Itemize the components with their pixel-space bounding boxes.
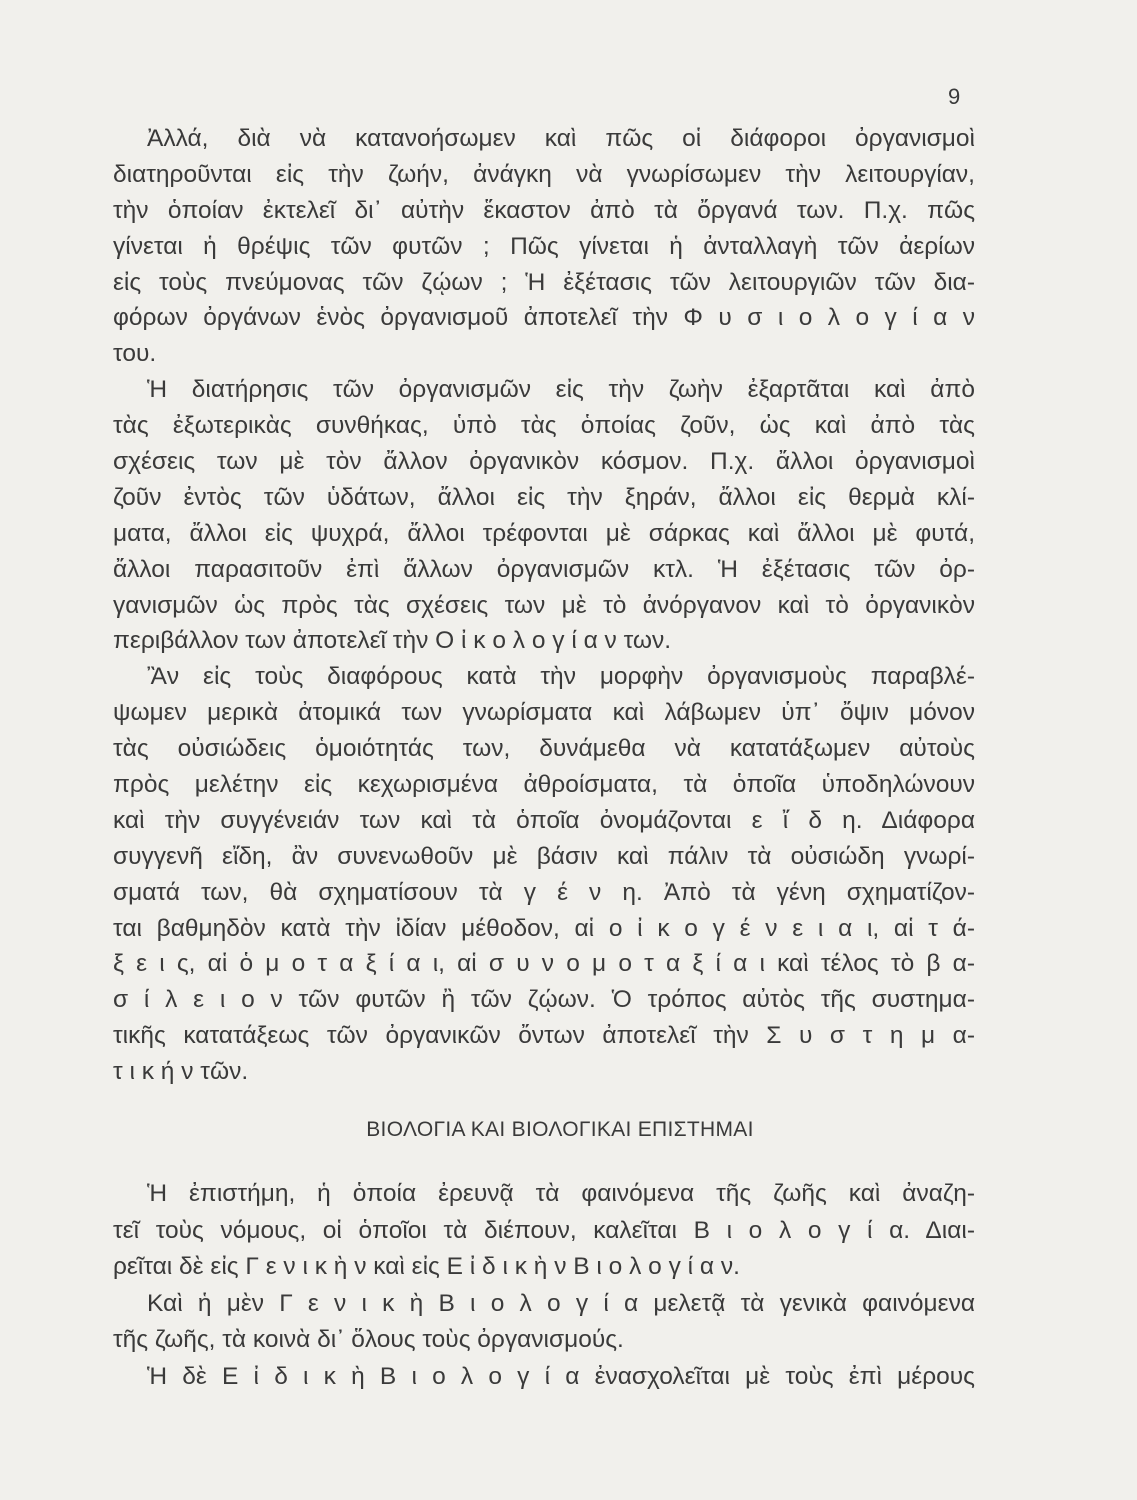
- page-number: 9: [948, 84, 961, 109]
- paragraph: [113, 659, 975, 1090]
- text-line: σματά των, θὰ σχηματίσουν τὰ γ έ ν η. Ἀπὸ τὰ γένη σχηματίζον-: [113, 878, 975, 906]
- text-line: τῆς ζωῆς, τὰ κοινὰ δι᾽ ὅλους τοὺς ὀργανισμούς.: [113, 1326, 624, 1354]
- section-heading: ΒΙΟΛΟΓΙΑ ΚΑΙ ΒΙΟΛΟΓΙΚΑΙ ΕΠΙΣΤΗΜΑΙ: [366, 1118, 754, 1141]
- text-line: γίνεται ἡ θρέψις τῶν φυτῶν ; Πῶς γίνεται ἡ ἀνταλλαγὴ τῶν ἀερίων: [113, 232, 975, 260]
- text-line: τὰς ἐξωτερικὰς συνθήκας, ὑπὸ τὰς ὁποίας ζοῦν, ὡς καὶ ἀπὸ τὰς: [113, 412, 975, 440]
- text-line: συγγενῆ εἴδη, ἂν συνενωθοῦν μὲ βάσιν καὶ πάλιν τὰ οὐσιώδη γνωρί-: [113, 842, 975, 870]
- text-line: Ἡ διατήρησις τῶν ὀργανισμῶν εἰς τὴν ζωὴν ἐξαρτᾶται καὶ ἀπὸ: [147, 376, 975, 404]
- text-line: σχέσεις των μὲ τὸν ἄλλον ὀργανικὸν κόσμον. Π.χ. ἄλλοι ὀργανισμοὶ: [113, 448, 975, 476]
- paragraph: [113, 1176, 975, 1286]
- paragraph: [113, 1359, 975, 1396]
- text-line: τὴν ὁποίαν ἐκτελεῖ δι᾽ αὐτὴν ἕκαστον ἀπὸ τὰ ὄργανά των. Π.χ. πῶς: [113, 196, 975, 224]
- text-line: φόρων ὀργάνων ἑνὸς ὀργανισμοῦ ἀποτελεῖ τὴν Φ υ σ ι ο λ ο γ ί α ν: [113, 304, 975, 332]
- paragraph: [113, 121, 975, 372]
- text-line: ζοῦν ἐντὸς τῶν ὑδάτων, ἄλλοι εἰς τὴν ξηράν, ἄλλοι εἰς θερμὰ κλί-: [113, 483, 975, 511]
- text-line: ματα, ἄλλοι εἰς ψυχρά, ἄλλοι τρέφονται μὲ σάρκας καὶ ἄλλοι μὲ φυτά,: [113, 519, 975, 547]
- text-line: τικῆς κατατάξεως τῶν ὀργανικῶν ὄντων ἀποτελεῖ τὴν Σ υ σ τ η μ α-: [113, 1022, 975, 1050]
- text-line: Ἡ ἐπιστήμη, ἡ ὁποία ἐρευνᾷ τὰ φαινόμενα τῆς ζωῆς καὶ ἀναζη-: [147, 1180, 975, 1207]
- body-section-2: [113, 1176, 975, 1396]
- text-line: εἰς τοὺς πνεύμονας τῶν ζῴων ; Ἡ ἐξέτασις τῶν λειτουργιῶν τῶν δια-: [113, 268, 975, 296]
- text-line: πρὸς μελέτην εἰς κεχωρισμένα ἀθροίσματα, τὰ ὁποῖα ὑποδηλώνουν: [113, 771, 975, 799]
- text-line: του.: [113, 340, 157, 368]
- text-line: Καὶ ἡ μὲν Γ ε ν ι κ ὴ Β ι ο λ ο γ ί α μελετᾷ τὰ γενικὰ φαινόμενα: [147, 1289, 975, 1317]
- text-line: Ἀλλά, διὰ νὰ κατανοήσωμεν καὶ πῶς οἱ διάφοροι ὀργανισμοὶ: [147, 125, 975, 152]
- text-line: Ἂν εἰς τοὺς διαφόρους κατὰ τὴν μορφὴν ὀργανισμοὺς παραβλέ-: [147, 663, 975, 691]
- text-line: τ ι κ ή ν τῶν.: [113, 1058, 249, 1086]
- text-line: σ ί λ ε ι ο ν τῶν φυτῶν ἢ τῶν ζῴων. Ὁ τρόπος αὐτὸς τῆς συστημα-: [113, 986, 975, 1014]
- text-line: διατηροῦνται εἰς τὴν ζωήν, ἀνάγκη νὰ γνωρίσωμεν τὴν λειτουργίαν,: [113, 160, 975, 188]
- text-line: καὶ τὴν συγγένειάν των καὶ τὰ ὁποῖα ὀνομάζονται ε ἴ δ η. Διάφορα: [113, 806, 975, 834]
- body-section-1: [113, 121, 975, 1090]
- text-line: περιβάλλον των ἀποτελεῖ τὴν Ο ἰ κ ο λ ο γ ί α ν των.: [113, 627, 672, 655]
- text-line: ἄλλοι παρασιτοῦν ἐπὶ ἄλλων ὀργανισμῶν κτλ. Ἡ ἐξέτασις τῶν ὀρ-: [113, 555, 975, 583]
- paragraph: [113, 372, 975, 659]
- text-line: ρεῖται δὲ εἰς Γ ε ν ι κ ὴ ν καὶ εἰς Ε ἰ δ ι κ ὴ ν Β ι ο λ ο γ ί α ν.: [113, 1253, 740, 1281]
- text-line: ται βαθμηδὸν κατὰ τὴν ἰδίαν μέθοδον, αἱ ο ἰ κ ο γ έ ν ε ι α ι, αἱ τ ά-: [113, 914, 975, 942]
- text-line: ξ ε ι ς, αἱ ὁ μ ο τ α ξ ί α ι, αἱ σ υ ν ο μ ο τ α ξ ί α ι καὶ τέλος τὸ β α-: [113, 950, 975, 978]
- text-line: ψωμεν μερικὰ ἀτομικά των γνωρίσματα καὶ λάβωμεν ὑπ᾽ ὄψιν μόνον: [113, 699, 975, 727]
- text-line: Ἡ δὲ Ε ἰ δ ι κ ὴ Β ι ο λ ο γ ί α ἐνασχολεῖται μὲ τοὺς ἐπὶ μέρους: [147, 1362, 975, 1390]
- text-line: τεῖ τοὺς νόμους, οἱ ὁποῖοι τὰ διέπουν, καλεῖται Β ι ο λ ο γ ί α. Διαι-: [113, 1216, 975, 1244]
- text-line: τὰς οὐσιώδεις ὁμοιότητάς των, δυνάμεθα νὰ κατατάξωμεν αὐτοὺς: [113, 735, 975, 763]
- paragraph: [113, 1286, 975, 1359]
- text-line: γανισμῶν ὡς πρὸς τὰς σχέσεις των μὲ τὸ ἀνόργανον καὶ τὸ ὀργανικὸν: [113, 591, 975, 619]
